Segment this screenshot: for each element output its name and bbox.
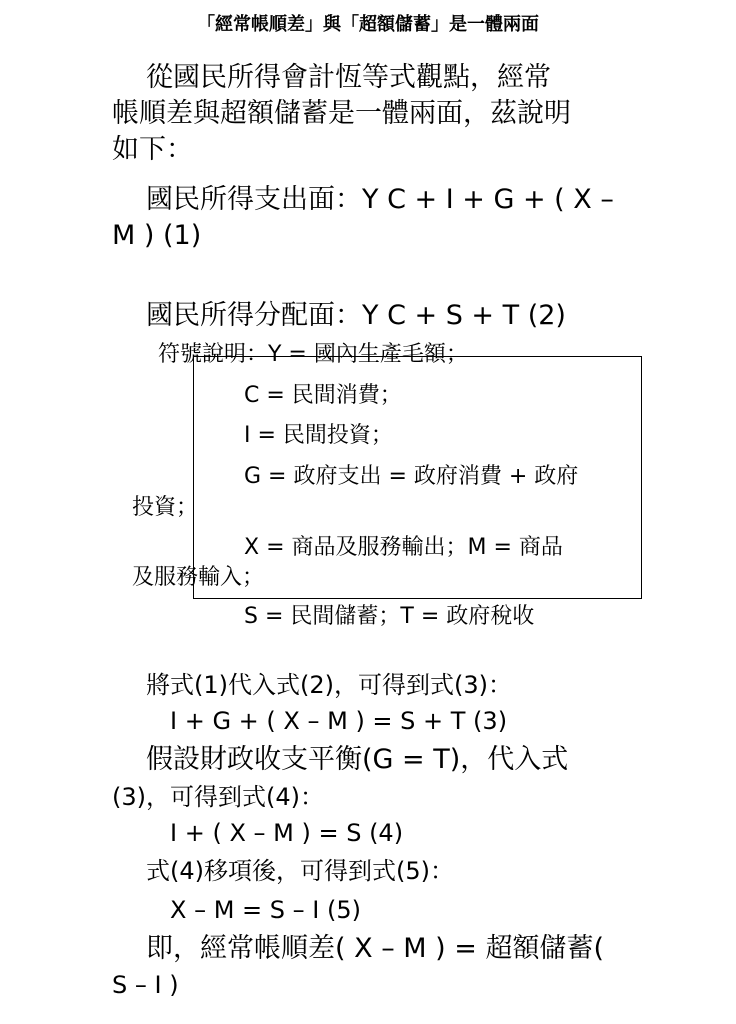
conclusion-line-1: 即，經常帳順差( X – M ) = 超額儲蓄(	[146, 933, 605, 964]
symbol-y: 符號說明：Y = 國內生產毛額；	[158, 342, 468, 367]
symbol-c: C = 民間消費；	[244, 383, 402, 408]
balance-step-line-2: (3)，可得到式(4)：	[112, 783, 324, 811]
equation-3: I + G + ( X – M ) = S + T (3)	[170, 707, 508, 735]
symbol-g-line-2: 投資；	[132, 495, 199, 520]
equation-1-line-2: M ) (1)	[112, 220, 202, 251]
symbol-i: I = 民間投資；	[244, 423, 393, 448]
equation-2: 國民所得分配面：Y C + S + T (2)	[146, 300, 566, 331]
symbol-x-line-1: X = 商品及服務輸出；M = 商品	[244, 535, 563, 560]
equation-1-line-1: 國民所得支出面：Y C + I + G + ( X –	[146, 184, 614, 215]
substitution-step: 將式(1)代入式(2)，可得到式(3)：	[146, 671, 512, 699]
symbol-s: S = 民間儲蓄；T = 政府稅收	[244, 604, 535, 629]
rearrange-step: 式(4)移項後，可得到式(5)：	[146, 857, 454, 885]
intro-line-2: 帳順差與超額儲蓄是一體兩面，茲說明	[112, 98, 571, 129]
intro-line-3: 如下：	[112, 134, 193, 165]
symbol-x-line-2: 及服務輸入；	[132, 565, 265, 590]
intro-line-1: 從國民所得會計恆等式觀點，經常	[146, 62, 551, 93]
symbol-g-line-1: G = 政府支出 = 政府消費 + 政府	[244, 464, 579, 489]
balance-step-line-1: 假設財政收支平衡(G = T)，代入式	[146, 744, 569, 775]
page-title: 「經常帳順差」與「超額儲蓄」是一體兩面	[197, 14, 539, 35]
conclusion-line-2: S – I )	[112, 971, 179, 999]
equation-4: I + ( X – M ) = S (4)	[170, 819, 404, 847]
equation-5: X – M = S – I (5)	[170, 896, 361, 924]
